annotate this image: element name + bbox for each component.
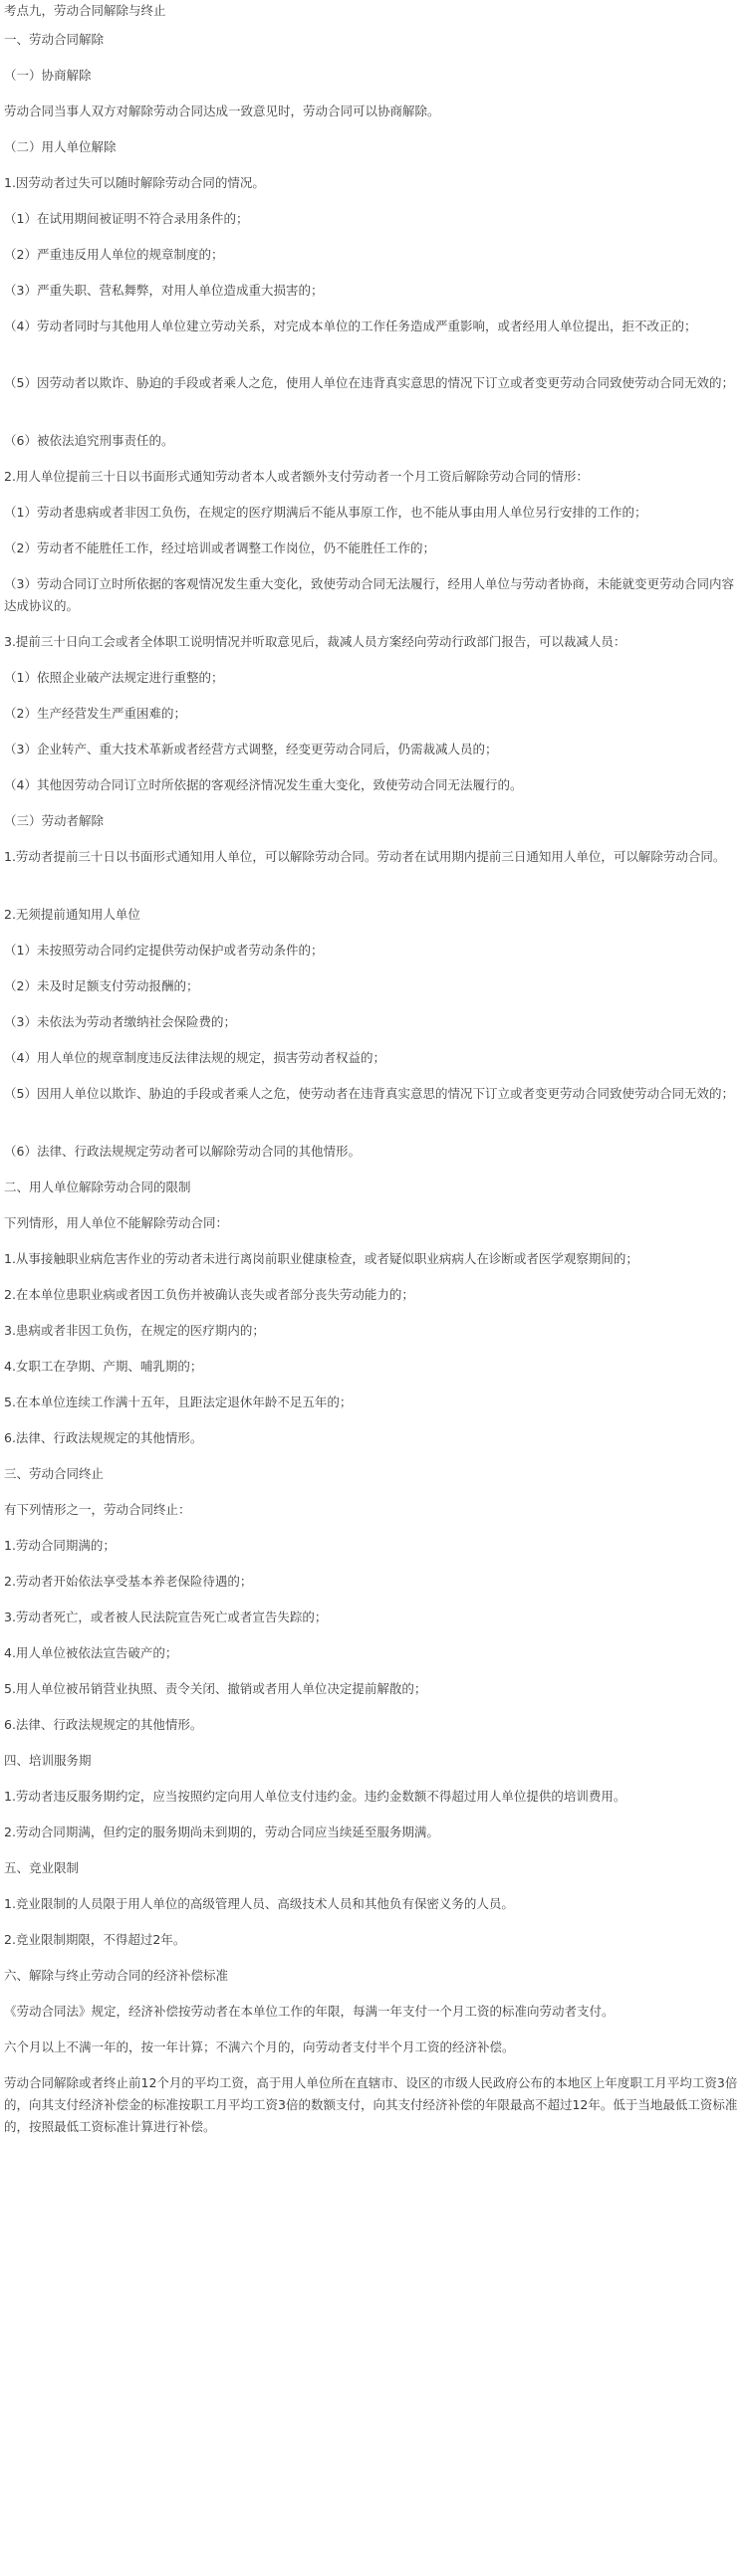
list-item: （4）其他因劳动合同订立时所依据的客观经济情况发生重大变化，致使劳动合同无法履行的。 (4, 777, 523, 792)
paragraph: 《劳动合同法》规定，经济补偿按劳动者在本单位工作的年限，每满一年支付一个月工资的标准向劳动者支付。 (4, 2004, 615, 2019)
paragraph: 3.提前三十日向工会或者全体职工说明情况并听取意见后，裁减人员方案经向劳动行政部门报告，可以裁减人员： (4, 634, 626, 649)
list-item: 2.劳动者开始依法享受基本养老保险待遇的； (4, 1574, 253, 1589)
list-item: （6）被依法追究刑事责任的。 (4, 433, 174, 448)
list-item: 2.劳动合同期满，但约定的服务期尚未到期的，劳动合同应当续延至服务期满。 (4, 1825, 439, 1839)
list-item: （3）严重失职、营私舞弊，对用人单位造成重大损害的； (4, 283, 324, 298)
list-item: （1）未按照劳动合同约定提供劳动保护或者劳动条件的； (4, 943, 324, 958)
list-item: 1.劳动者违反服务期约定，应当按照约定向用人单位支付违约金。违约金数额不得超过用人单位提供的培训费用。 (4, 1789, 626, 1804)
section-heading: 四、培训服务期 (4, 1753, 92, 1768)
list-item: 6.法律、行政法规规定的其他情形。 (4, 1430, 203, 1445)
section-heading: 六、解除与终止劳动合同的经济补偿标准 (4, 1968, 229, 1983)
subsection-heading: （二）用人单位解除 (4, 139, 117, 154)
list-item: （1）劳动者患病或者非因工负伤，在规定的医疗期满后不能从事原工作，也不能从事由用人单位另行安排的工作的； (4, 505, 647, 520)
list-item: （4）劳动者同时与其他用人单位建立劳动关系，对完成本单位的工作任务造成严重影响，或者经用人单位提出，拒不改正的； (4, 319, 697, 333)
list-item: （3）企业转产、重大技术革新或者经营方式调整，经变更劳动合同后，仍需裁减人员的； (4, 742, 498, 756)
list-item: （2）生产经营发生严重困难的； (4, 706, 186, 721)
section-heading: 二、用人单位解除劳动合同的限制 (4, 1180, 191, 1194)
list-item: 4.女职工在孕期、产期、哺乳期的； (4, 1359, 203, 1374)
list-item: 4.用人单位被依法宣告破产的； (4, 1645, 178, 1660)
list-item: （6）法律、行政法规规定劳动者可以解除劳动合同的其他情形。 (4, 1144, 361, 1159)
subsection-heading: （一）协商解除 (4, 68, 92, 83)
list-item: （2）未及时足额支付劳动报酬的； (4, 978, 199, 993)
paragraph: 有下列情形之一，劳动合同终止： (4, 1502, 191, 1517)
list-item: 2.在本单位患职业病或者因工负伤并被确认丧失或者部分丧失劳动能力的； (4, 1287, 414, 1302)
list-item: （3）劳动合同订立时所依据的客观情况发生重大变化，致使劳动合同无法履行，经用人单位与劳动者协商，未能就变更劳动合同内容达成协议的。 (4, 576, 734, 613)
list-item: （2）严重违反用人单位的规章制度的； (4, 247, 224, 262)
list-item: 2.竞业限制期限，不得超过2年。 (4, 1932, 186, 1947)
list-item: （1）依照企业破产法规定进行重整的； (4, 670, 224, 685)
paragraph: 劳动合同当事人双方对解除劳动合同达成一致意见时，劳动合同可以协商解除。 (4, 104, 440, 118)
list-item: 1.竞业限制的人员限于用人单位的高级管理人员、高级技术人员和其他负有保密义务的人员。 (4, 1896, 514, 1911)
paragraph: 1.因劳动者过失可以随时解除劳动合同的情况。 (4, 175, 265, 190)
list-item: 5.用人单位被吊销营业执照、责令关闭、撤销或者用人单位决定提前解散的； (4, 1681, 427, 1696)
list-item: 1.从事接触职业病危害作业的劳动者未进行离岗前职业健康检查，或者疑似职业病病人在诊断或者医学观察期间的； (4, 1251, 638, 1266)
list-item: 3.患病或者非因工负伤，在规定的医疗期内的； (4, 1323, 265, 1338)
list-item: （5）因劳动者以欺诈、胁迫的手段或者乘人之危，使用人单位在违背真实意思的情况下订立或者变更劳动合同致使劳动合同无效的； (4, 375, 734, 390)
paragraph: 2.无须提前通知用人单位 (4, 907, 140, 922)
section-heading: 一、劳动合同解除 (4, 32, 105, 47)
paragraph: 六个月以上不满一年的，按一年计算；不满六个月的，向劳动者支付半个月工资的经济补偿。 (4, 2039, 515, 2054)
list-item: 5.在本单位连续工作满十五年，且距法定退休年龄不足五年的； (4, 1395, 353, 1409)
list-item: 3.劳动者死亡，或者被人民法院宣告死亡或者宣告失踪的； (4, 1610, 328, 1624)
list-item: 6.法律、行政法规规定的其他情形。 (4, 1717, 203, 1732)
paragraph: 劳动合同解除或者终止前12个月的平均工资，高于用人单位所在直辖市、设区的市级人民政府公布的本地区上年度职工月平均工资3倍的，向其支付经济补偿金的标准按职工月平均工资3倍的数额支付，向其支付经济补偿的年限最高不超过12年。低于当地最低工资标准的，按照最低工资标准计算进行补偿。 (4, 2075, 738, 2134)
subsection-heading: （三）劳动者解除 (4, 813, 105, 828)
section-heading: 五、竞业限制 (4, 1860, 80, 1875)
list-item: 1.劳动合同期满的； (4, 1538, 116, 1553)
list-item: （1）在试用期间被证明不符合录用条件的； (4, 211, 249, 226)
paragraph: 1.劳动者提前三十日以书面形式通知用人单位，可以解除劳动合同。劳动者在试用期内提前三日通知用人单位，可以解除劳动合同。 (4, 849, 726, 864)
list-item: （4）用人单位的规章制度违反法律法规的规定，损害劳动者权益的； (4, 1050, 385, 1065)
paragraph: 下列情形，用人单位不能解除劳动合同： (4, 1215, 229, 1230)
list-item: （3）未依法为劳动者缴纳社会保险费的； (4, 1014, 236, 1029)
document-title: 考点九，劳动合同解除与终止 (4, 3, 166, 18)
list-item: （2）劳动者不能胜任工作，经过培训或者调整工作岗位，仍不能胜任工作的； (4, 540, 435, 555)
paragraph: 2.用人单位提前三十日以书面形式通知劳动者本人或者额外支付劳动者一个月工资后解除劳动合同的情形： (4, 469, 589, 484)
section-heading: 三、劳动合同终止 (4, 1466, 105, 1481)
list-item: （5）因用人单位以欺诈、胁迫的手段或者乘人之危，使劳动者在违背真实意思的情况下订立或者变更劳动合同致使劳动合同无效的； (4, 1086, 734, 1101)
